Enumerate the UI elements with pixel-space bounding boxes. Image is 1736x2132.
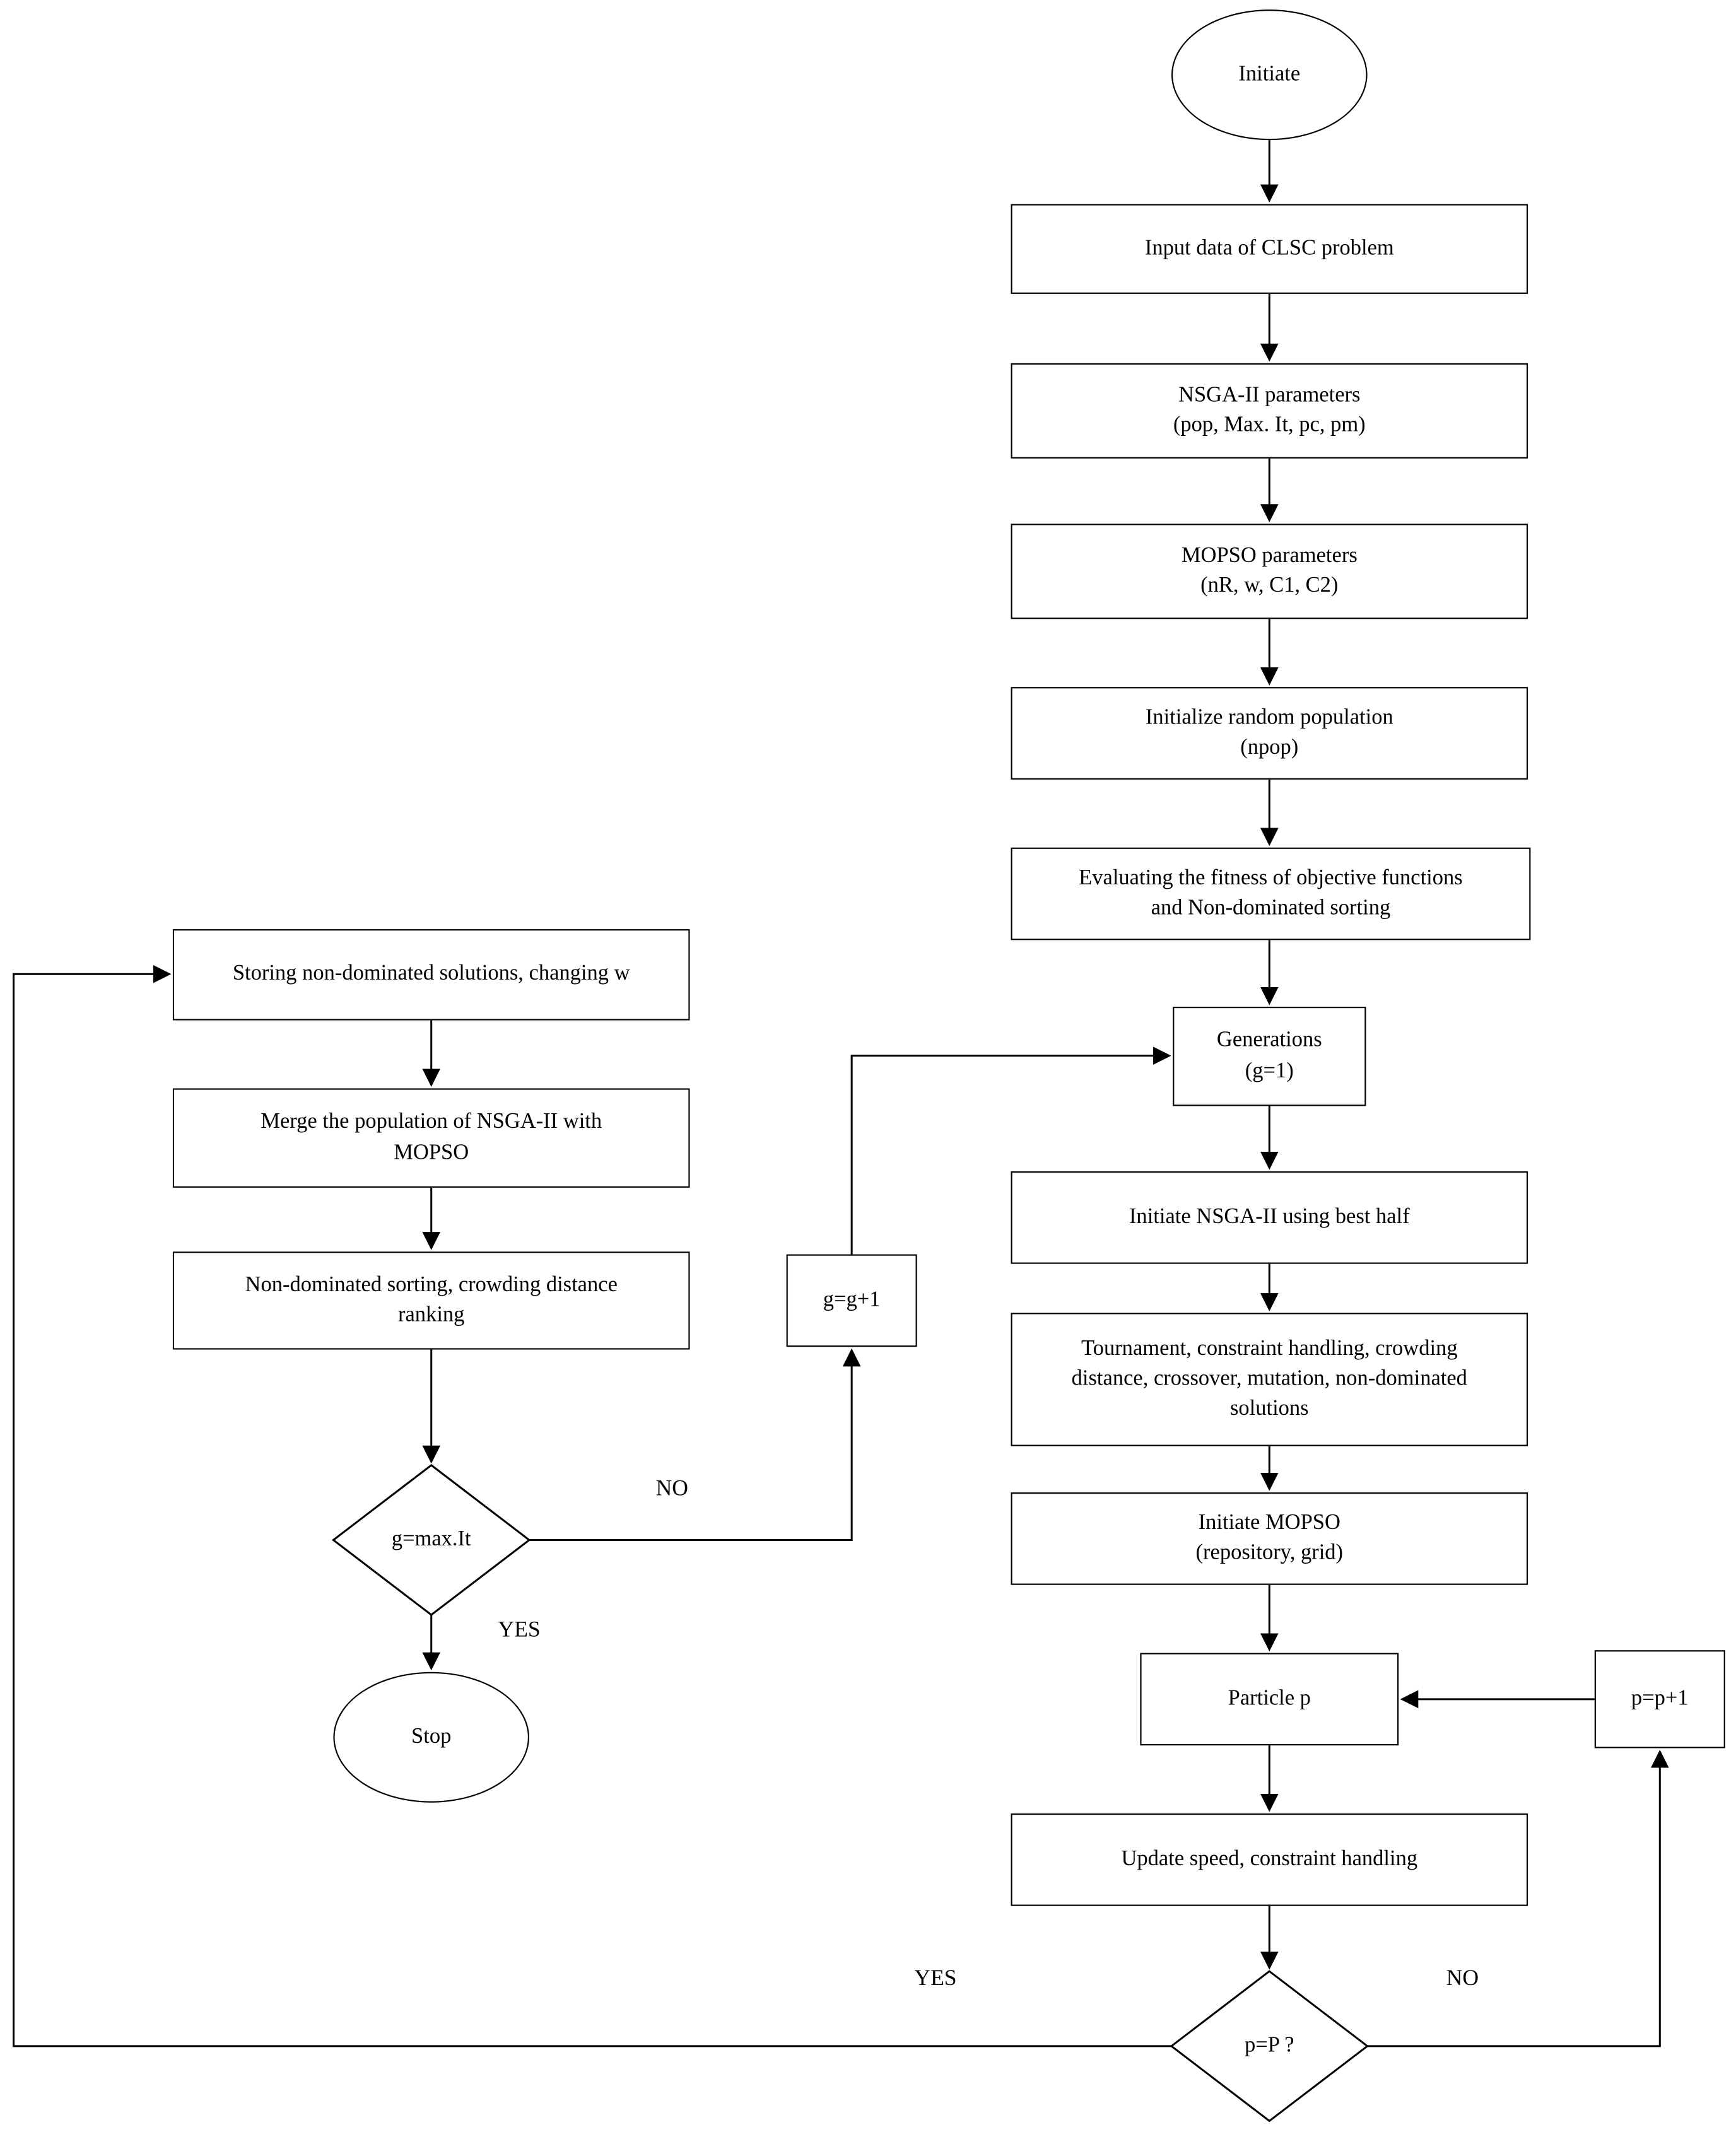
- process-generations: [1173, 1007, 1366, 1106]
- process-particle-p-label: Particle p: [1228, 1687, 1311, 1710]
- process-initialize-population-line2: (npop): [1240, 735, 1299, 759]
- process-input-data: [1011, 204, 1528, 294]
- process-nondominated-sorting-line1: Non-dominated sorting, crowding distance: [245, 1273, 618, 1297]
- process-input-data-label: Input data of CLSC problem: [1144, 237, 1394, 260]
- edge-label-pP-no: NO: [1446, 1964, 1479, 1991]
- process-initiate-nsga: [1011, 1171, 1528, 1264]
- terminator-stop: [333, 1672, 529, 1803]
- process-initiate-mopso-line1: Initiate MOPSO: [1198, 1511, 1340, 1535]
- process-nondominated-sorting-line2: ranking: [397, 1303, 465, 1327]
- terminator-initiate-label: Initiate: [1238, 62, 1301, 86]
- process-nsga-parameters-line2: (pop, Max. It, pc, pm): [1173, 413, 1366, 437]
- terminator-initiate: [1171, 9, 1368, 140]
- process-tournament-line1: Tournament, constraint handling, crowding: [1081, 1337, 1458, 1361]
- process-update-speed-label: Update speed, constraint handling: [1121, 1847, 1418, 1871]
- terminator-stop-label: Stop: [411, 1725, 452, 1748]
- edge-label-gmax-no: NO: [655, 1474, 689, 1501]
- process-initialize-population-line1: Initialize random population: [1145, 706, 1393, 729]
- decision-g-max-text: g=max.It: [391, 1528, 471, 1551]
- process-mopso-parameters: [1011, 524, 1528, 619]
- edge-label-gmax-yes: YES: [498, 1616, 541, 1643]
- process-generations-line2: (g=1): [1245, 1059, 1294, 1082]
- decision-p-equals-P-text: p=P ?: [1245, 2034, 1294, 2058]
- edge-label-pP-yes: YES: [914, 1964, 957, 1991]
- decision-p-equals-P-label: [1174, 2016, 1364, 2076]
- process-nondominated-sorting: [173, 1251, 690, 1349]
- process-evaluate-fitness-line2: and Non-dominated sorting: [1151, 896, 1391, 920]
- process-initiate-mopso-line2: (repository, grid): [1195, 1541, 1344, 1565]
- process-g-plus-one: [787, 1255, 917, 1347]
- process-tournament: [1011, 1313, 1528, 1446]
- process-evaluate-fitness: [1011, 848, 1531, 940]
- process-evaluate-fitness-line1: Evaluating the fitness of objective functions: [1079, 866, 1463, 890]
- process-p-plus-one-label: p=p+1: [1631, 1687, 1689, 1710]
- process-generations-line1: Generations: [1216, 1029, 1322, 1053]
- process-nsga-parameters: [1011, 363, 1528, 459]
- process-merge-populations-line2: MOPSO: [394, 1140, 469, 1164]
- process-storing-solutions-label: Storing non-dominated solutions, changing w: [232, 962, 630, 986]
- process-nsga-parameters-line1: NSGA-II parameters: [1178, 384, 1361, 407]
- decision-g-max-label: [336, 1510, 527, 1570]
- process-mopso-parameters-line1: MOPSO parameters: [1181, 544, 1358, 568]
- process-update-speed: [1011, 1813, 1528, 1906]
- process-tournament-line2: distance, crossover, mutation, non-dominated: [1071, 1367, 1467, 1391]
- process-g-plus-one-label: g=g+1: [823, 1288, 881, 1312]
- process-initialize-population: [1011, 687, 1528, 780]
- process-tournament-line3: solutions: [1229, 1397, 1309, 1420]
- process-p-plus-one: [1595, 1650, 1725, 1748]
- process-mopso-parameters-line2: (nR, w, C1, C2): [1200, 574, 1339, 597]
- process-merge-populations: [173, 1088, 690, 1187]
- edge-gmax-no-to-gplus1: [529, 1351, 852, 1540]
- process-particle-p: [1140, 1653, 1399, 1746]
- process-storing-solutions: [173, 929, 690, 1021]
- process-merge-populations-line1: Merge the population of NSGA-II with: [261, 1110, 602, 1134]
- process-initiate-mopso: [1011, 1492, 1528, 1585]
- process-initiate-nsga-label: Initiate NSGA-II using best half: [1129, 1205, 1410, 1229]
